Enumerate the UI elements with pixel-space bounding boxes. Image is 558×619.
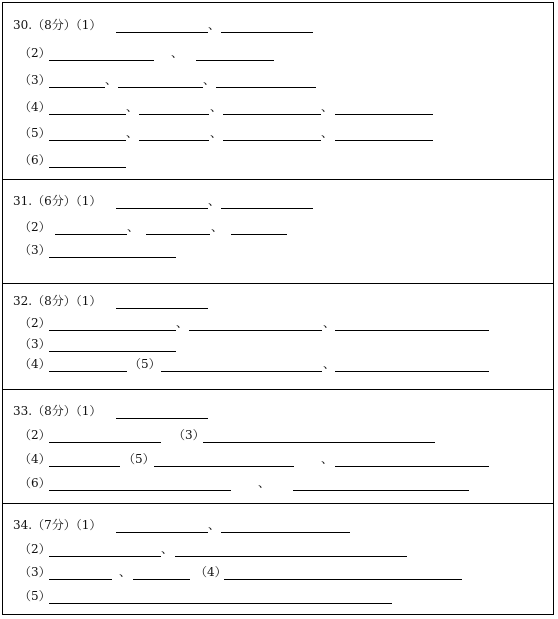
question-32-header: 32.（8分）（1）: [13, 294, 102, 308]
separator: 、: [208, 518, 221, 532]
answer-blank[interactable]: [116, 208, 208, 209]
answer-blank[interactable]: [335, 466, 489, 467]
answer-blank[interactable]: [49, 87, 105, 88]
part-6-label: （6）: [19, 153, 51, 167]
separator: 、: [321, 126, 334, 140]
answer-blank[interactable]: [293, 490, 469, 491]
part-5-label: （5）: [19, 589, 51, 603]
question-31-section: [3, 179, 553, 283]
answer-blank[interactable]: [221, 208, 313, 209]
separator: 、: [258, 476, 271, 490]
question-32-section: [3, 283, 553, 389]
part-4-label: （4）: [19, 452, 51, 466]
part-2-label: （2）: [19, 428, 51, 442]
answer-blank[interactable]: [203, 442, 435, 443]
part-2-label: （2）: [19, 46, 51, 60]
separator: 、: [323, 357, 336, 371]
answer-blank[interactable]: [49, 257, 176, 258]
separator: 、: [321, 100, 334, 114]
answer-blank[interactable]: [231, 234, 287, 235]
answer-blank[interactable]: [55, 234, 127, 235]
answer-blank[interactable]: [335, 371, 489, 372]
part-3-label: （3）: [19, 243, 51, 257]
separator: 、: [105, 73, 118, 87]
separator: 、: [323, 316, 336, 330]
separator: 、: [203, 73, 216, 87]
answer-blank[interactable]: [224, 579, 462, 580]
part-2-label: （2）: [19, 316, 51, 330]
answer-blank[interactable]: [49, 556, 161, 557]
answer-blank[interactable]: [116, 32, 208, 33]
answer-blank[interactable]: [49, 466, 120, 467]
answer-blank[interactable]: [139, 140, 209, 141]
question-33-section: [3, 389, 553, 503]
answer-blank[interactable]: [221, 532, 350, 533]
answer-blank[interactable]: [49, 579, 112, 580]
separator: 、: [208, 18, 221, 32]
separator: 、: [161, 542, 174, 556]
question-30-header: 30.（8分）（1）: [13, 18, 102, 32]
answer-blank[interactable]: [49, 167, 126, 168]
answer-blank[interactable]: [175, 556, 407, 557]
part-4-label: （4）: [19, 100, 51, 114]
separator: 、: [171, 46, 184, 60]
part-5-label: （5）: [123, 452, 155, 466]
separator: 、: [126, 100, 139, 114]
answer-blank[interactable]: [154, 466, 294, 467]
part-4-label: （4）: [195, 565, 227, 579]
answer-blank[interactable]: [49, 442, 161, 443]
separator: 、: [211, 220, 224, 234]
part-5-label: （5）: [19, 126, 51, 140]
question-34-section: [3, 503, 553, 616]
question-30-section: [3, 3, 553, 179]
separator: 、: [321, 452, 334, 466]
answer-blank[interactable]: [49, 114, 126, 115]
separator: 、: [210, 126, 223, 140]
separator: 、: [176, 316, 189, 330]
answer-blank[interactable]: [49, 371, 127, 372]
answer-blank[interactable]: [223, 140, 321, 141]
answer-blank[interactable]: [116, 308, 208, 309]
part-5-label: （5）: [129, 357, 161, 371]
part-2-label: （2）: [19, 542, 51, 556]
part-4-label: （4）: [19, 357, 51, 371]
part-3-label: （3）: [19, 73, 51, 87]
answer-blank[interactable]: [49, 60, 154, 61]
separator: 、: [210, 100, 223, 114]
separator: 、: [126, 126, 139, 140]
question-34-header: 34.（7分）（1）: [13, 518, 102, 532]
part-3-label: （3）: [19, 565, 51, 579]
answer-blank[interactable]: [49, 330, 176, 331]
separator: 、: [119, 565, 132, 579]
answer-blank[interactable]: [49, 140, 126, 141]
answer-blank[interactable]: [49, 351, 176, 352]
question-31-header: 31.（6分）（1）: [13, 194, 102, 208]
answer-blank[interactable]: [335, 330, 489, 331]
answer-blank[interactable]: [146, 234, 210, 235]
answer-blank[interactable]: [161, 371, 322, 372]
separator: 、: [127, 220, 140, 234]
part-6-label: （6）: [19, 476, 51, 490]
answer-blank[interactable]: [49, 603, 392, 604]
answer-blank[interactable]: [116, 532, 208, 533]
answer-sheet: [2, 2, 554, 615]
answer-blank[interactable]: [335, 114, 433, 115]
separator: 、: [208, 194, 221, 208]
answer-blank[interactable]: [196, 60, 274, 61]
part-3-label: （3）: [173, 428, 205, 442]
answer-blank[interactable]: [216, 87, 316, 88]
answer-blank[interactable]: [223, 114, 321, 115]
answer-blank[interactable]: [116, 418, 208, 419]
answer-blank[interactable]: [189, 330, 322, 331]
part-3-label: （3）: [19, 337, 51, 351]
answer-blank[interactable]: [139, 114, 209, 115]
answer-blank[interactable]: [221, 32, 313, 33]
answer-blank[interactable]: [133, 579, 190, 580]
question-33-header: 33.（8分）（1）: [13, 404, 102, 418]
answer-blank[interactable]: [118, 87, 203, 88]
answer-blank[interactable]: [49, 490, 231, 491]
answer-blank[interactable]: [335, 140, 433, 141]
part-2-label: （2）: [19, 220, 51, 234]
